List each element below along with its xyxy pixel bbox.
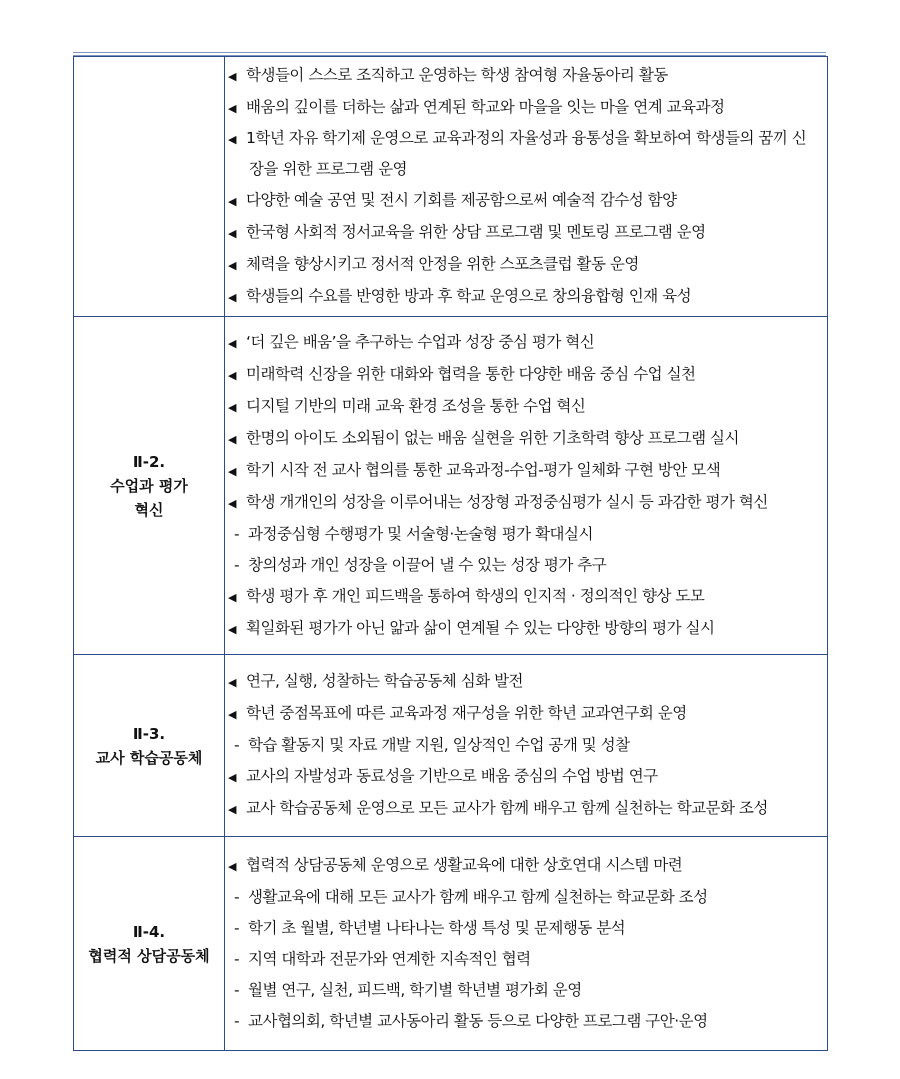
left-triangle-bullet-icon: ◀ xyxy=(228,622,236,636)
section-label-cell xyxy=(74,317,225,655)
sub-item xyxy=(228,519,825,550)
section-content-cell xyxy=(225,57,828,317)
item-text: 생활교육에 대해 모든 교사가 함께 배우고 함께 실천하는 학교문화 조성 xyxy=(248,888,708,906)
bullet-item xyxy=(228,613,825,645)
bullet-item xyxy=(228,124,825,154)
dash-marker: - xyxy=(234,1012,240,1030)
bullet-item xyxy=(228,581,825,613)
item-text: 지역 대학과 전문가와 연계한 지속적인 협력 xyxy=(248,950,531,968)
left-triangle-bullet-icon: ◀ xyxy=(228,133,236,146)
item-text: 학기 초 월별, 학년별 나타나는 학생 특성 및 문제행동 분석 xyxy=(248,919,626,937)
item-text: 교사협의회, 학년별 교사동아리 활동 등으로 다양한 프로그램 구안·운영 xyxy=(248,1012,708,1030)
bullet-item xyxy=(228,698,825,730)
sub-item xyxy=(228,913,825,944)
item-text: 교사의 자발성과 동료성을 기반으로 배움 중심의 수업 방법 연구 xyxy=(246,767,658,785)
section-title-line: 혁신 xyxy=(134,500,164,519)
sub-item xyxy=(228,550,825,581)
dash-marker: - xyxy=(234,736,240,754)
left-triangle-bullet-icon: ◀ xyxy=(228,195,236,208)
sub-item xyxy=(228,1006,825,1037)
item-text: 학습 활동지 및 자료 개발 지원, 일상적인 수업 공개 및 성찰 xyxy=(248,736,630,754)
section-label-cell xyxy=(74,655,225,837)
bullet-item xyxy=(228,793,825,825)
dash-marker: - xyxy=(234,524,240,543)
bullet-item xyxy=(228,92,825,124)
table-row xyxy=(74,655,828,837)
item-text: 미래학력 신장을 위한 대화와 협력을 통한 다양한 배움 중심 수업 실천 xyxy=(246,364,696,383)
item-text: ‘더 깊은 배움’을 추구하는 수업과 성장 중심 평가 혁신 xyxy=(246,332,595,351)
sub-item xyxy=(228,944,825,975)
bullet-item xyxy=(228,423,825,455)
item-text: 배움의 깊이를 더하는 삶과 연계된 학교와 마을을 잇는 마을 연계 교육과정 xyxy=(246,98,725,116)
table-row xyxy=(74,57,828,317)
left-triangle-bullet-icon: ◀ xyxy=(228,464,236,478)
section-label-cell xyxy=(74,837,225,1051)
section-title-line: 교사 학습공동체 xyxy=(95,748,203,767)
section-title-line: 협력적 상담공동체 xyxy=(88,946,210,965)
item-text: 1학년 자유 학기제 운영으로 교육과정의 자율성과 융통성을 확보하여 학생들의 꿈끼 신 xyxy=(246,129,807,147)
item-text: 월별 연구, 실천, 피드백, 학기별 학년별 평가회 운영 xyxy=(248,981,582,999)
dash-marker: - xyxy=(234,888,240,906)
left-triangle-bullet-icon: ◀ xyxy=(228,400,236,414)
left-triangle-bullet-icon: ◀ xyxy=(228,771,236,784)
left-triangle-bullet-icon: ◀ xyxy=(228,291,236,304)
section-label-cell xyxy=(74,57,225,317)
bullet-item xyxy=(228,455,825,487)
item-text: 교사 학습공동체 운영으로 모든 교사가 함께 배우고 함께 실천하는 학교문화 조성 xyxy=(246,799,768,817)
bullet-item xyxy=(228,359,825,391)
dash-marker: - xyxy=(234,555,240,574)
item-text: 협력적 상담공동체 운영으로 생활교육에 대한 상호연대 시스템 마련 xyxy=(246,856,683,874)
item-text: 학년 중점목표에 따른 교육과정 재구성을 위한 학년 교과연구회 운영 xyxy=(246,704,687,722)
item-text: 학기 시작 전 교사 협의를 통한 교육과정-수업-평가 일체화 구현 방안 모색 xyxy=(246,460,721,479)
bullet-item xyxy=(228,249,825,281)
left-triangle-bullet-icon: ◀ xyxy=(228,803,236,816)
left-triangle-bullet-icon: ◀ xyxy=(228,860,236,873)
item-text: 창의성과 개인 성장을 이끌어 낼 수 있는 성장 평가 추구 xyxy=(248,555,607,574)
item-text: 학생들의 수요를 반영한 방과 후 학교 운영으로 창의융합형 인재 육성 xyxy=(246,287,692,305)
dash-marker: - xyxy=(234,981,240,999)
top-double-rule xyxy=(73,52,826,53)
dash-marker: - xyxy=(234,950,240,968)
item-continuation: 장을 위한 프로그램 운영 xyxy=(249,160,408,178)
item-text: 한명의 아이도 소외됨이 없는 배움 실현을 위한 기초학력 향상 프로그램 실시 xyxy=(246,428,739,447)
section-content-cell xyxy=(225,317,828,655)
bullet-item xyxy=(228,327,825,359)
item-text: 학생 평가 후 개인 피드백을 통하여 학생의 인지적 · 정의적인 향상 도모 xyxy=(246,586,705,605)
left-triangle-bullet-icon: ◀ xyxy=(228,708,236,721)
item-text: 체력을 향상시키고 정서적 안정을 위한 스포츠클럽 활동 운영 xyxy=(246,255,639,273)
bullet-item xyxy=(228,666,825,698)
bullet-item xyxy=(228,281,825,313)
item-text: 한국형 사회적 정서교육을 위한 상담 프로그램 및 멘토링 프로그램 운영 xyxy=(246,223,706,241)
table-row xyxy=(74,837,828,1051)
item-text: 디지털 기반의 미래 교육 환경 조성을 통한 수업 혁신 xyxy=(246,396,586,415)
plan-table xyxy=(73,56,828,1051)
left-triangle-bullet-icon: ◀ xyxy=(228,336,236,350)
section-content-cell xyxy=(225,655,828,837)
bullet-item xyxy=(228,487,825,519)
section-title-line: 수업과 평가 xyxy=(110,476,188,495)
section-number: Ⅱ-2. xyxy=(132,452,166,471)
table-row xyxy=(74,317,828,655)
bullet-item xyxy=(228,850,825,882)
sub-item xyxy=(228,975,825,1006)
section-content-cell xyxy=(225,837,828,1051)
left-triangle-bullet-icon: ◀ xyxy=(228,496,236,510)
left-triangle-bullet-icon: ◀ xyxy=(228,432,236,446)
section-number: Ⅱ-4. xyxy=(132,922,166,941)
item-text: 다양한 예술 공연 및 전시 기회를 제공함으로써 예술적 감수성 함양 xyxy=(246,191,677,209)
left-triangle-bullet-icon: ◀ xyxy=(228,590,236,604)
bullet-item xyxy=(228,217,825,249)
bullet-item xyxy=(228,185,825,217)
bullet-item xyxy=(228,761,825,793)
item-text: 과정중심형 수행평가 및 서술형·논술형 평가 확대실시 xyxy=(248,524,593,543)
dash-marker: - xyxy=(234,919,240,937)
left-triangle-bullet-icon: ◀ xyxy=(228,259,236,272)
sub-item xyxy=(228,882,825,913)
item-text: 연구, 실행, 성찰하는 학습공동체 심화 발전 xyxy=(246,672,524,690)
sub-item xyxy=(228,730,825,761)
section-number: Ⅱ-3. xyxy=(132,724,166,743)
left-triangle-bullet-icon: ◀ xyxy=(228,70,236,83)
left-triangle-bullet-icon: ◀ xyxy=(228,227,236,240)
left-triangle-bullet-icon: ◀ xyxy=(228,676,236,689)
bullet-item xyxy=(228,391,825,423)
item-text: 획일화된 평가가 아닌 앎과 삶이 연계될 수 있는 다양한 방향의 평가 실시 xyxy=(246,618,715,637)
left-triangle-bullet-icon: ◀ xyxy=(228,102,236,115)
left-triangle-bullet-icon: ◀ xyxy=(228,368,236,382)
bullet-item xyxy=(228,60,825,92)
item-text: 학생 개개인의 성장을 이루어내는 성장형 과정중심평가 실시 등 과감한 평가 혁신 xyxy=(246,492,768,511)
item-text: 학생들이 스스로 조직하고 운영하는 학생 참여형 자율동아리 활동 xyxy=(246,66,668,84)
